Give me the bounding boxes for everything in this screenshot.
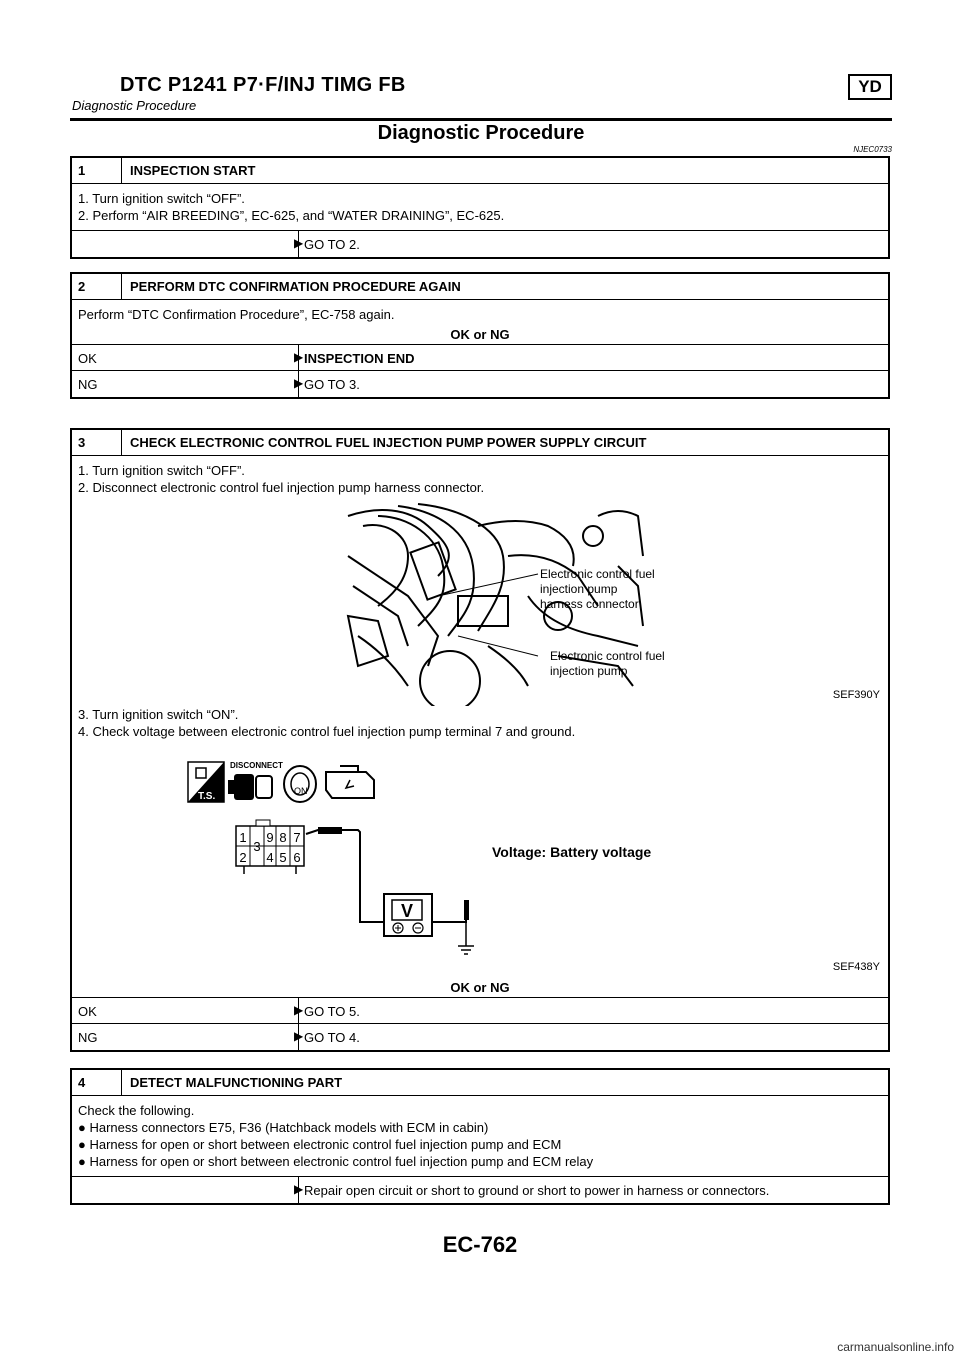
arrow-icon: ▶ bbox=[294, 1029, 304, 1043]
section-code: NJEC0733 bbox=[853, 145, 892, 154]
result-value: GO TO 5. bbox=[298, 998, 360, 1023]
list-item: ● Harness connectors E75, F36 (Hatchback models with ECM in cabin) bbox=[78, 1120, 489, 1135]
instruction-line: 4. Check voltage between electronic control fuel injection pump terminal 7 and ground. bbox=[78, 724, 576, 739]
svg-text:2: 2 bbox=[239, 850, 247, 865]
svg-text:1: 1 bbox=[239, 830, 247, 845]
result-label: OK bbox=[78, 351, 97, 366]
callout-pump: Electronic control fuel bbox=[550, 649, 665, 663]
engine-photo bbox=[78, 496, 884, 706]
step-3-box bbox=[70, 428, 890, 1052]
result-label: NG bbox=[78, 1030, 98, 1045]
result-row-ng bbox=[72, 1024, 888, 1050]
header-rule bbox=[70, 118, 892, 121]
result-value: GO TO 2. bbox=[298, 231, 360, 257]
result-value: Repair open circuit or short to ground or short to power in harness or connectors. bbox=[298, 1177, 769, 1203]
svg-text:8: 8 bbox=[279, 830, 287, 845]
svg-text:T.S.: T.S. bbox=[198, 791, 216, 802]
header-title: DTC P1241 P7·F/INJ TIMG FB bbox=[120, 74, 406, 96]
svg-text:3: 3 bbox=[253, 839, 261, 854]
result-value: GO TO 4. bbox=[298, 1024, 360, 1050]
ignition-on-icon bbox=[284, 766, 316, 802]
arrow-icon: ▶ bbox=[294, 1182, 304, 1196]
arrow-icon: ▶ bbox=[294, 376, 304, 390]
result-label: NG bbox=[78, 377, 98, 392]
result-row-ok bbox=[72, 998, 888, 1024]
result-value: GO TO 3. bbox=[298, 371, 360, 397]
result-value: INSPECTION END bbox=[298, 345, 415, 370]
engine-photo-figure bbox=[78, 496, 882, 706]
bullet-icon: ● bbox=[78, 1120, 86, 1135]
step-body bbox=[72, 300, 888, 325]
figure-code: SEF438Y bbox=[832, 961, 880, 973]
step-number: 2 bbox=[72, 274, 122, 299]
result-row bbox=[72, 231, 888, 257]
step-title: INSPECTION START bbox=[130, 163, 256, 178]
page-number: EC-762 bbox=[442, 1232, 518, 1257]
watermark: carmanualsonline.info bbox=[837, 1340, 954, 1354]
svg-text:5: 5 bbox=[279, 850, 287, 865]
result-label: OK bbox=[78, 1004, 97, 1019]
step-title: CHECK ELECTRONIC CONTROL FUEL INJECTION PUMP POWER SUPPLY CIRCUIT bbox=[130, 435, 647, 450]
ground-wire bbox=[432, 906, 466, 922]
svg-text:ON: ON bbox=[294, 786, 308, 796]
result-row bbox=[72, 1177, 888, 1203]
header-subtitle: Diagnostic Procedure bbox=[72, 98, 197, 113]
svg-text:V: V bbox=[400, 901, 414, 921]
step-title-row bbox=[72, 430, 888, 456]
voltmeter bbox=[384, 894, 432, 936]
step-title: DETECT MALFUNCTIONING PART bbox=[130, 1075, 343, 1090]
ok-or-ng-label: OK or NG bbox=[72, 325, 888, 345]
ts-icon bbox=[188, 762, 224, 802]
step-body bbox=[72, 184, 888, 231]
list-item: ● Harness for open or short between electronic control fuel injection pump and ECM relay bbox=[78, 1154, 594, 1169]
step-title-row bbox=[72, 274, 888, 300]
step-number: 4 bbox=[72, 1070, 122, 1095]
instruction-line: 3. Turn ignition switch “ON”. bbox=[78, 707, 239, 722]
step-title-row bbox=[72, 1070, 888, 1096]
callout-pump-connector: Electronic control fuel bbox=[540, 567, 655, 581]
step-2-box bbox=[70, 272, 890, 399]
svg-text:DISCONNECT: DISCONNECT bbox=[230, 761, 283, 770]
engine-icon bbox=[326, 766, 374, 798]
page-header bbox=[70, 70, 892, 118]
arrow-icon: ▶ bbox=[294, 350, 304, 364]
figure-code: SEF390Y bbox=[832, 689, 880, 701]
voltage-check-figure bbox=[78, 740, 882, 978]
callout-pump: injection pump bbox=[550, 664, 628, 678]
disconnect-icon bbox=[228, 761, 283, 800]
step-1-box bbox=[70, 156, 890, 259]
engine-badge: YD bbox=[848, 74, 892, 100]
instruction-line: Check the following. bbox=[78, 1103, 195, 1118]
instruction-line: 1. Turn ignition switch “OFF”. bbox=[78, 463, 245, 478]
step-4-box bbox=[70, 1068, 890, 1205]
ground-symbol-icon bbox=[458, 946, 474, 954]
voltage-spec: Voltage: Battery voltage bbox=[492, 844, 652, 860]
step-body bbox=[72, 1096, 888, 1177]
pump-harness-connector bbox=[236, 820, 304, 874]
svg-text:7: 7 bbox=[293, 830, 301, 845]
arrow-icon: ▶ bbox=[294, 236, 304, 250]
instruction-line: 2. Perform “AIR BREEDING”, EC-625, and “WATER DRAINING”, EC-625. bbox=[78, 208, 505, 223]
instruction-line: 1. Turn ignition switch “OFF”. bbox=[78, 191, 245, 206]
instruction-line: Perform “DTC Confirmation Procedure”, EC-758 again. bbox=[78, 307, 395, 322]
callout-pump-connector: injection pump bbox=[540, 582, 618, 596]
bullet-icon: ● bbox=[78, 1137, 86, 1152]
instruction-line: 2. Disconnect electronic control fuel injection pump harness connector. bbox=[78, 480, 485, 495]
svg-text:6: 6 bbox=[293, 850, 301, 865]
svg-text:9: 9 bbox=[266, 830, 274, 845]
ground-probe bbox=[464, 900, 469, 920]
step-number: 3 bbox=[72, 430, 122, 455]
voltage-check-diagram bbox=[78, 740, 884, 978]
probe-wire bbox=[306, 830, 386, 922]
step-number: 1 bbox=[72, 158, 122, 183]
callout-pump-connector: harness connector bbox=[540, 597, 639, 611]
step-title: PERFORM DTC CONFIRMATION PROCEDURE AGAIN bbox=[130, 279, 461, 294]
list-item: ● Harness for open or short between electronic control fuel injection pump and ECM bbox=[78, 1137, 562, 1152]
bullet-icon: ● bbox=[78, 1154, 86, 1169]
result-row-ng bbox=[72, 371, 888, 397]
probe-tip bbox=[318, 827, 342, 834]
arrow-icon: ▶ bbox=[294, 1003, 304, 1017]
section-title: Diagnostic Procedure bbox=[377, 122, 585, 144]
step-title-row bbox=[72, 158, 888, 184]
result-row-ok bbox=[72, 345, 888, 371]
step-body bbox=[72, 456, 888, 978]
svg-text:4: 4 bbox=[266, 850, 274, 865]
ok-or-ng-label: OK or NG bbox=[72, 978, 888, 998]
